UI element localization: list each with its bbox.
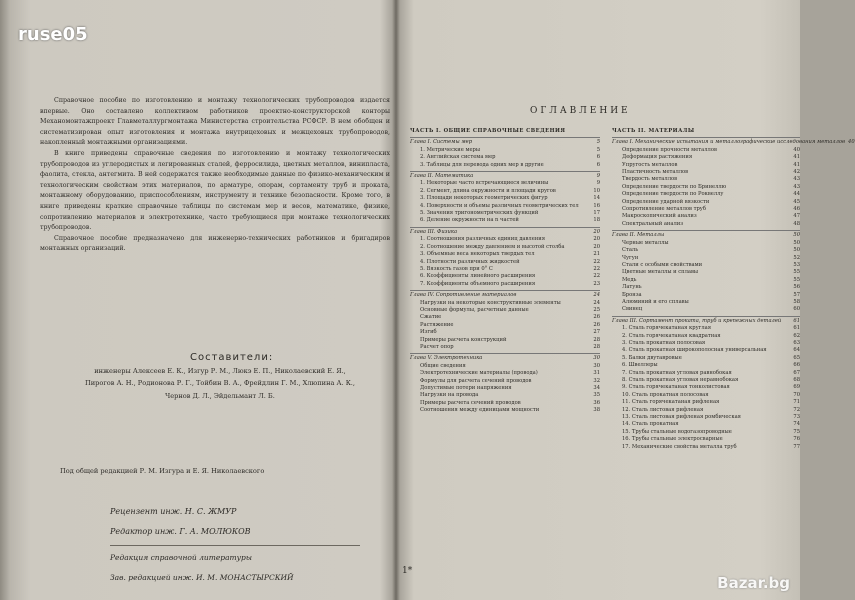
toc-entry-page: 14 xyxy=(593,195,600,202)
toc-entry-page: 72 xyxy=(793,406,800,413)
toc-entry xyxy=(612,362,800,369)
redaction-line: Редакция справочной литературы xyxy=(110,553,252,562)
toc-entry-page: 55 xyxy=(793,276,800,283)
toc-title: ОГЛАВЛЕНИЕ xyxy=(530,106,631,116)
toc-entry-page: 38 xyxy=(593,407,600,414)
toc-entry xyxy=(612,333,800,340)
toc-entry-page: 20 xyxy=(593,243,600,250)
toc-entry-title: 4. Плотности различных жидкостей xyxy=(420,258,520,265)
toc-entry xyxy=(612,162,800,169)
toc-entry xyxy=(410,210,600,217)
toc-entry-title: Нагрузки на некоторые конструктивные элементы xyxy=(420,299,561,306)
toc-entry-title: Упругость металлов xyxy=(622,161,678,168)
toc-entry xyxy=(612,262,800,269)
toc-entry-page: 45 xyxy=(793,198,800,205)
toc-entry-page: 26 xyxy=(593,321,600,328)
toc-entry xyxy=(612,306,800,313)
annotation-paragraph: Справочное пособие по изготовлению и монтажу технологических трубопроводов издается впервые. Оно составлено коллективом работников проектно-конструкторской конторы Механомонтажпроект Главметаллургмонтажа Министерства строительства РСФСР. В нем обобщен и систематизирован опыт изготовления и монтажа внутрицеховых и межцеховых трубопроводов, накопленный монтажными организациями. xyxy=(40,97,390,147)
toc-entry-page: 57 xyxy=(793,291,800,298)
toc-entry xyxy=(410,329,600,336)
toc-entry xyxy=(612,230,800,239)
toc-entry xyxy=(612,421,800,428)
toc-entry-title: 3. Площади некоторых геометрических фигур xyxy=(420,195,548,202)
toc-entry-title: 2. Английская система мер xyxy=(420,154,496,161)
toc-entry-title: 3. Объемные веса некоторых твердых тел xyxy=(420,251,535,258)
toc-entry-page: 5 xyxy=(596,146,600,153)
toc-entry xyxy=(410,344,600,351)
toc-entry-title: 11. Сталь горячекатаная рифленая xyxy=(622,399,720,406)
toc-entry xyxy=(612,299,800,306)
left-page xyxy=(40,96,390,255)
toc-entry-page: 16 xyxy=(593,202,600,209)
toc-entry-page: 28 xyxy=(593,336,600,343)
toc-entry xyxy=(612,269,800,276)
toc-entry-page: 9 xyxy=(596,173,600,180)
toc-entry-title: Изгиб xyxy=(420,329,437,336)
toc-entry xyxy=(410,385,600,392)
toc-entry-page: 66 xyxy=(793,362,800,369)
toc-entry-title: Формулы для расчета сечений проводов xyxy=(420,377,532,384)
toc-entry-title: Примеры расчета конструкций xyxy=(420,336,507,343)
toc-entry-page xyxy=(597,128,600,135)
toc-entry-title: Пластичность металлов xyxy=(622,169,689,176)
toc-entry-title: Сталь xyxy=(622,247,639,254)
toc-entry xyxy=(410,392,600,399)
toc-entry-page: 35 xyxy=(593,392,600,399)
toc-entry xyxy=(612,213,800,220)
toc-entry xyxy=(410,195,600,202)
toc-entry-title: Латунь xyxy=(622,284,642,291)
annotation-paragraph: В книге приведены справочные сведения по изготовлению и монтажу технологических трубопроводов из углеродистых и легированных сталей, ферросилида, цветных металлов, винипласта, фаолита, стекла, антегмита. В ней содержатся также необходимые данные по физико-механическим и технологическим свойствам этих материалов, по арматуре, опорам, сортаменту труб и проката, монтажному оборудованию, приспособлениям, инструменту и технике безопасности. Кроме того, в книге приведены краткие справочные таблицы по системам мер и весов, математике, физике, сопротивлению материалов и электротехнике, часто требующиеся при монтаже технологических трубопроводов. xyxy=(40,149,390,232)
toc-entry-title: Спектральный анализ xyxy=(622,220,684,227)
toc-entry-page: 24 xyxy=(593,299,600,306)
toc-entry-title: Свинец xyxy=(622,306,643,313)
toc-entry xyxy=(410,407,600,414)
toc-entry xyxy=(612,169,800,176)
toc-entry-page: 47 xyxy=(793,213,800,220)
toc-entry xyxy=(612,444,800,451)
toc-entry-page: 63 xyxy=(793,339,800,346)
toc-entry-page: 23 xyxy=(593,280,600,287)
editor-line: Редактор инж. Г. А. МОЛЮКОВ xyxy=(110,527,251,536)
toc-entry-title: 2. Соотношение между давлением и высотой столба xyxy=(420,243,565,250)
toc-entry-page: 20 xyxy=(593,228,600,235)
toc-entry-title: Глава IV. Сопротивление материалов xyxy=(410,292,517,299)
toc-entry xyxy=(410,281,600,288)
toc-entry xyxy=(612,154,800,161)
toc-entry xyxy=(612,399,800,406)
toc-entry-page: 10 xyxy=(593,187,600,194)
toc-entry-title: Общие сведения xyxy=(420,362,466,369)
toc-entry-page: 64 xyxy=(793,347,800,354)
toc-entry xyxy=(410,251,600,258)
toc-entry xyxy=(410,227,600,236)
toc-entry-page: 17 xyxy=(593,210,600,217)
toc-entry xyxy=(612,247,800,254)
compilers-heading: Составители: xyxy=(190,352,274,363)
toc-entry-title: Глава III. Сортамент проката, труб и крепежных деталей xyxy=(612,317,782,324)
toc-entry-page: 43 xyxy=(793,183,800,190)
toc-entry-title: Алюминий и его сплавы xyxy=(622,298,689,305)
toc-entry-title: 10. Сталь прокатная полосовая xyxy=(622,391,709,398)
toc-entry-title: 14. Сталь прокатная xyxy=(622,421,679,428)
toc-entry-title: 5. Значения тригонометрических функций xyxy=(420,210,539,217)
toc-entry-page: 50 xyxy=(793,247,800,254)
toc-entry xyxy=(612,191,800,198)
toc-entry-page: 5 xyxy=(596,139,600,146)
toc-entry-title: Чугун xyxy=(622,254,639,261)
toc-entry-page: 65 xyxy=(793,354,800,361)
toc-entry xyxy=(612,414,800,421)
toc-entry-page: 76 xyxy=(793,436,800,443)
toc-entry-page: 69 xyxy=(793,384,800,391)
toc-entry-page: 20 xyxy=(593,236,600,243)
toc-entry-title: 7. Сталь прокатная угловая равнобокая xyxy=(622,369,732,376)
watermark-logo: ruse05 xyxy=(18,24,88,45)
toc-entry xyxy=(612,221,800,228)
toc-entry-page: 31 xyxy=(593,370,600,377)
toc-entry xyxy=(410,400,600,407)
toc-entry-page: 30 xyxy=(593,362,600,369)
toc-entry-title: 5. Вязкость газов при 0° С xyxy=(420,265,493,272)
toc-entry-title: 1. Метрические меры xyxy=(420,146,481,153)
toc-entry-page: 62 xyxy=(793,332,800,339)
toc-entry-page xyxy=(797,128,800,135)
toc-entry xyxy=(410,180,600,187)
signature-mark: 1* xyxy=(402,566,413,576)
reviewer-credits xyxy=(110,502,251,542)
toc-entry-title: Определение прочности металлов xyxy=(622,146,717,153)
toc-entry-title: Нагрузки на провода xyxy=(420,392,479,399)
toc-entry-page: 9 xyxy=(596,180,600,187)
toc-column-right xyxy=(612,128,855,451)
toc-entry-title: 12. Сталь листовая рифленая xyxy=(622,406,704,413)
toc-entry-page: 56 xyxy=(793,284,800,291)
toc-entry-title: 17. Механические свойства металла труб xyxy=(622,443,737,450)
toc-entry-title: 1. Сталь горячекатаная круглая xyxy=(622,325,711,332)
toc-entry-title: Макроскопический анализ xyxy=(622,213,697,220)
toc-entry xyxy=(612,206,800,213)
toc-entry-title: ЧАСТЬ II. МАТЕРИАЛЫ xyxy=(612,128,695,134)
toc-entry-page: 41 xyxy=(793,154,800,161)
toc-entry-page: 24 xyxy=(593,292,600,299)
toc-entry-title: Электротехнические материалы (провода) xyxy=(420,370,538,377)
toc-entry-title: 3. Сталь прокатная полосовая xyxy=(622,339,706,346)
toc-entry xyxy=(612,407,800,414)
toc-entry-page: 52 xyxy=(793,254,800,261)
toc-entry xyxy=(410,353,600,362)
toc-entry-title: Определение твердости по Бринеллю xyxy=(622,183,727,190)
divider xyxy=(110,545,360,546)
toc-entry-page: 50 xyxy=(793,232,800,239)
toc-entry xyxy=(612,325,800,332)
toc-entry xyxy=(410,259,600,266)
toc-entry-title: Глава I. Системы мер xyxy=(410,139,473,146)
general-editors: Под общей редакцией Р. М. Изгура и Е. Я. Николаевского xyxy=(60,467,265,475)
toc-entry xyxy=(612,436,800,443)
toc-entry-page: 58 xyxy=(793,298,800,305)
toc-entry-page: 27 xyxy=(593,329,600,336)
toc-entry-page: 55 xyxy=(793,269,800,276)
toc-entry-title: Глава III. Физика xyxy=(410,228,458,235)
toc-entry xyxy=(612,255,800,262)
toc-entry-title: 2. Сегмент, длина окружности и площади кругов xyxy=(420,187,556,194)
toc-entry-page: 73 xyxy=(793,414,800,421)
toc-entry-page: 34 xyxy=(593,385,600,391)
toc-entry-title: Определение твердости по Роквеллу xyxy=(622,191,724,198)
compilers-line: Чернов Д. Л., Эйдельмант Л. Б. xyxy=(165,391,275,400)
redaction-head-line: Зав. редакцией инж. И. М. МОНАСТЫРСКИЙ xyxy=(110,573,294,582)
toc-entry-title: 16. Трубы стальные электросварные xyxy=(622,436,723,443)
toc-entry xyxy=(612,176,800,183)
toc-entry xyxy=(612,128,800,135)
toc-entry-title: 8. Сталь прокатная угловая неравнобокая xyxy=(622,377,739,383)
toc-entry-title: Медь xyxy=(622,276,637,283)
toc-entry-title: 4. Сталь прокатная широкополосная универсальная xyxy=(622,347,767,354)
toc-entry xyxy=(410,162,600,169)
toc-entry-title: Бронза xyxy=(622,291,642,298)
toc-entry-title: Деформация растяжения xyxy=(622,154,693,161)
reviewer-line: Рецензент инж. Н. С. ЖМУР xyxy=(110,507,237,516)
toc-entry-title: 2. Сталь горячекатаная квадратная xyxy=(622,332,721,339)
toc-entry xyxy=(612,292,800,299)
toc-entry-page: 60 xyxy=(793,306,800,313)
toc-entry xyxy=(410,378,600,385)
compilers-line: Пирогов А. Н., Родионова Р. Г., Тойбин В. А., Фрейдлин Г. М., Хлюпина А. К., xyxy=(85,379,355,388)
annotation-paragraph: Справочное пособие предназначено для инженерно-технических работников и бригадиров монтажных организаций. xyxy=(40,234,390,253)
toc-entry xyxy=(612,277,800,284)
toc-entry-title: 5. Балки двутавровые xyxy=(622,354,682,361)
toc-entry-title: 6. Деление окружности на n частей xyxy=(420,217,519,224)
toc-entry xyxy=(612,347,800,354)
toc-entry-page: 48 xyxy=(793,220,800,227)
toc-entry xyxy=(612,240,800,247)
toc-entry-page: 30 xyxy=(593,355,600,362)
toc-entry-page: 43 xyxy=(793,176,800,183)
toc-entry-title: Сжатие xyxy=(420,314,442,321)
toc-entry-title: Определение ударной вязкости xyxy=(622,198,710,205)
toc-entry xyxy=(612,137,855,146)
toc-entry-page: 40 xyxy=(793,146,800,153)
toc-entry-page: 44 xyxy=(793,191,800,198)
toc-entry-title: Цветные металлы и сплавы xyxy=(622,269,699,276)
toc-entry xyxy=(612,384,800,391)
toc-entry-page: 41 xyxy=(793,161,800,168)
toc-entry xyxy=(410,290,600,299)
toc-entry xyxy=(410,171,600,180)
toc-entry-title: Черные металлы xyxy=(622,239,669,246)
toc-entry xyxy=(410,217,600,224)
toc-entry xyxy=(410,147,600,154)
toc-entry-page: 26 xyxy=(593,314,600,321)
toc-entry-page: 75 xyxy=(793,428,800,435)
toc-entry-title: Твердость металлов xyxy=(622,176,678,183)
toc-entry xyxy=(410,307,600,314)
toc-entry-page: 70 xyxy=(793,391,800,398)
toc-entry xyxy=(410,337,600,344)
toc-entry-title: 9. Сталь горячекатаная тонколистовая xyxy=(622,384,730,391)
toc-entry-title: Глава II. Металлы xyxy=(612,232,665,239)
compilers-line: инженеры Алексеев Е. К., Изгур Р. М., Люкэ Е. П., Николаевский Е. Я., xyxy=(94,367,346,375)
toc-entry-title: 6. Коэффициенты линейного расширения xyxy=(420,273,536,280)
toc-entry xyxy=(612,199,800,206)
watermark-bottom: Bazar.bg xyxy=(717,574,790,592)
toc-entry-title: Стали с особыми свойствами xyxy=(622,261,703,268)
toc-entry xyxy=(612,316,800,325)
toc-entry-page: 53 xyxy=(793,261,800,268)
toc-entry xyxy=(612,284,800,291)
toc-column-left xyxy=(410,128,600,415)
toc-entry-page: 71 xyxy=(793,399,800,406)
toc-entry xyxy=(612,340,800,347)
toc-entry-page: 25 xyxy=(593,306,600,313)
toc-entry-title: Основные формулы, расчетные данные xyxy=(420,306,529,313)
toc-entry xyxy=(410,300,600,307)
toc-entry-page: 22 xyxy=(593,265,600,272)
toc-entry-page: 6 xyxy=(596,154,600,161)
toc-entry-title: Глава I. Механические испытания и металлографические исследования металлов xyxy=(612,139,846,146)
toc-entry xyxy=(410,154,600,161)
compilers-list xyxy=(60,365,380,402)
toc-entry-page: 18 xyxy=(593,217,600,224)
toc-entry-page: 22 xyxy=(593,273,600,280)
toc-entry-page: 61 xyxy=(793,317,800,324)
toc-entry-page: 61 xyxy=(793,325,800,332)
toc-entry-title: 1. Соотношения различных единиц давления xyxy=(420,236,545,243)
toc-entry-page: 40 xyxy=(848,139,855,146)
toc-entry-page: 77 xyxy=(793,443,800,450)
toc-entry xyxy=(410,244,600,251)
toc-entry xyxy=(410,322,600,329)
toc-entry-title: 15. Трубы стальные водогазопроводные xyxy=(622,428,732,435)
toc-entry-title: ЧАСТЬ I. ОБЩИЕ СПРАВОЧНЫЕ СВЕДЕНИЯ xyxy=(410,128,566,134)
toc-entry xyxy=(410,273,600,280)
toc-entry xyxy=(410,128,600,135)
toc-entry-page: 28 xyxy=(593,343,600,350)
toc-entry-title: Расчет опор xyxy=(420,343,454,350)
toc-entry xyxy=(612,370,800,377)
toc-entry xyxy=(612,377,800,384)
toc-entry xyxy=(612,184,800,191)
toc-entry xyxy=(410,203,600,210)
toc-entry-title: Допустимые потери напряжения xyxy=(420,385,512,391)
toc-entry-title: Глава V. Электротехника xyxy=(410,355,483,362)
toc-entry-title: 4. Поверхности и объемы различных геометрических тел xyxy=(420,202,579,209)
toc-entry-page: 67 xyxy=(793,369,800,376)
toc-entry-page: 42 xyxy=(793,169,800,176)
toc-entry-title: 1. Некоторые часто встречающиеся величины xyxy=(420,180,549,187)
toc-entry xyxy=(410,236,600,243)
toc-entry-page: 50 xyxy=(793,239,800,246)
toc-entry-page: 32 xyxy=(593,377,600,384)
toc-entry xyxy=(410,370,600,377)
toc-entry-title: Глава II. Математика xyxy=(410,173,474,180)
toc-entry-title: Растяжение xyxy=(420,321,454,328)
redaction-credits xyxy=(110,548,370,588)
toc-entry xyxy=(410,137,600,146)
toc-entry-title: Примеры расчета сечений проводов xyxy=(420,399,521,406)
toc-entry-page: 46 xyxy=(793,206,800,213)
toc-entry xyxy=(612,355,800,362)
toc-entry-title: 7. Коэффициенты объемного расширения xyxy=(420,280,536,287)
toc-entry-page: 74 xyxy=(793,421,800,428)
toc-entry-page: 21 xyxy=(593,251,600,258)
toc-entry-page: 68 xyxy=(793,377,800,383)
toc-entry xyxy=(410,314,600,321)
toc-entry-page: 36 xyxy=(593,399,600,406)
toc-entry-title: Соотношения между единицами мощности xyxy=(420,407,540,414)
toc-entry-title: 6. Швеллеры xyxy=(622,362,658,369)
toc-entry-title: 3. Таблицы для перевода одних мер в другие xyxy=(420,161,544,168)
toc-entry-page: 6 xyxy=(596,161,600,168)
toc-entry-title: Сопротивление металлов труб xyxy=(622,206,706,213)
toc-entry-title: 13. Сталь листовая рифленая ромбическая xyxy=(622,414,741,421)
toc-entry-page: 22 xyxy=(593,258,600,265)
